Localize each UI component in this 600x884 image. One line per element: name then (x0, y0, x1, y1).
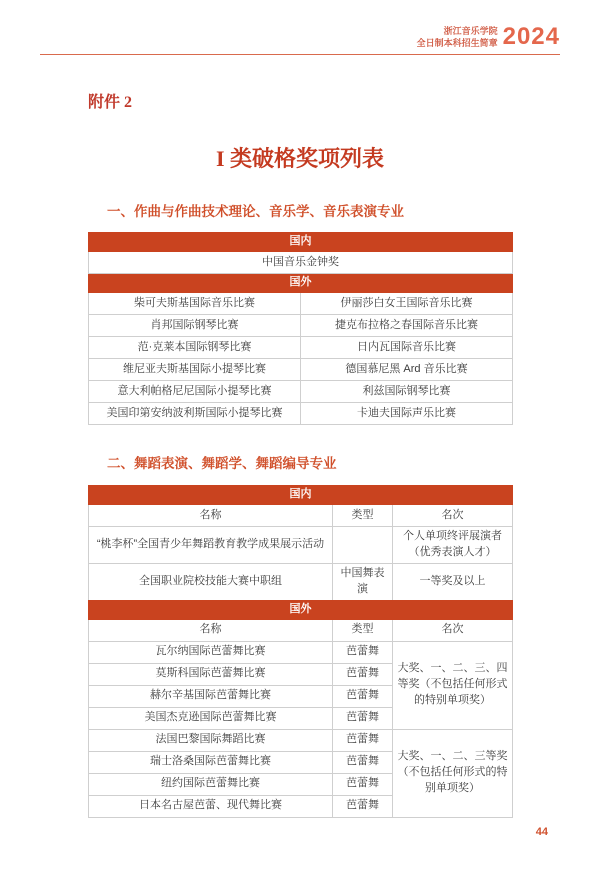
award-cell: 范·克莱本国际钢琴比赛 (89, 337, 301, 359)
table-row (89, 252, 513, 274)
table-row (89, 486, 513, 505)
award-name-cell: 纽约国际芭蕾舞比赛 (89, 773, 333, 795)
brand-text (417, 25, 498, 49)
col-header-name: 名称 (89, 505, 333, 527)
section2-domestic-table (88, 485, 513, 601)
award-rank-group-cell: 大奖、一、二、三等奖（不包括任何形式的特别单项奖） (393, 729, 513, 817)
col-header-type: 类型 (333, 619, 393, 641)
award-name-cell: “桃李杯”全国青少年舞蹈教育教学成果展示活动 (89, 527, 333, 564)
award-type-cell: 芭蕾舞 (333, 729, 393, 751)
award-cell: 肖邦国际钢琴比赛 (89, 315, 301, 337)
table-row (89, 600, 513, 619)
section2-foreign-table-wrap (88, 600, 512, 818)
table-row (89, 729, 513, 751)
domestic-band: 国内 (89, 233, 513, 252)
award-type-cell: 芭蕾舞 (333, 641, 393, 663)
section2-foreign-table (88, 600, 513, 818)
brand-year: 2024 (502, 23, 560, 50)
page-title: I 类破格奖项列表 (215, 146, 385, 171)
award-cell: 柴可夫斯基国际音乐比赛 (89, 293, 301, 315)
award-cell: 美国印第安纳波利斯国际小提琴比赛 (89, 403, 301, 425)
award-name-cell: 法国巴黎国际舞蹈比赛 (89, 729, 333, 751)
table-header-row (89, 619, 513, 641)
award-cell: 日内瓦国际音乐比赛 (301, 337, 513, 359)
award-cell: 维尼亚夫斯基国际小提琴比赛 (89, 359, 301, 381)
table-row (89, 381, 513, 403)
award-cell: 意大利帕格尼尼国际小提琴比赛 (89, 381, 301, 403)
award-cell: 中国音乐金钟奖 (89, 252, 513, 274)
page-number: 44 (535, 826, 548, 838)
domestic-band: 国内 (89, 486, 513, 505)
section2-domestic-table-wrap (88, 485, 512, 601)
award-name-cell: 瑞士洛桑国际芭蕾舞比赛 (89, 751, 333, 773)
award-type-cell: 芭蕾舞 (333, 707, 393, 729)
table-row (89, 563, 513, 600)
table-row (89, 233, 513, 252)
foreign-band: 国外 (89, 274, 513, 293)
award-name-cell: 瓦尔纳国际芭蕾舞比赛 (89, 641, 333, 663)
award-cell: 德国慕尼黑 Ard 音乐比赛 (301, 359, 513, 381)
award-type-cell: 芭蕾舞 (333, 795, 393, 817)
award-cell: 伊丽莎白女王国际音乐比赛 (301, 293, 513, 315)
attachment-label: 附件 2 (88, 94, 133, 111)
brand-line-2: 全日制本科招生简章 (416, 37, 498, 48)
table-row (89, 274, 513, 293)
award-rank-cell: 一等奖及以上 (393, 563, 513, 600)
table-row (89, 641, 513, 663)
section2-heading: 二、舞蹈表演、舞蹈学、舞蹈编导专业 (107, 456, 337, 471)
section1-table (88, 232, 513, 425)
section1-table-wrap (88, 232, 512, 425)
award-type-cell: 芭蕾舞 (333, 751, 393, 773)
award-name-cell: 莫斯科国际芭蕾舞比赛 (89, 663, 333, 685)
table-row (89, 527, 513, 564)
award-cell: 利兹国际钢琴比赛 (301, 381, 513, 403)
section1-heading: 一、作曲与作曲技术理论、音乐学、音乐表演专业 (107, 204, 404, 219)
col-header-type: 类型 (333, 505, 393, 527)
award-name-cell: 日本名古屋芭蕾、现代舞比赛 (89, 795, 333, 817)
table-header-row (89, 505, 513, 527)
award-rank-group-cell: 大奖、一、二、三、四等奖（不包括任何形式的特别单项奖） (393, 641, 513, 729)
award-name-cell: 全国职业院校技能大赛中职组 (89, 563, 333, 600)
col-header-name: 名称 (89, 619, 333, 641)
table-row (89, 293, 513, 315)
foreign-band: 国外 (89, 600, 513, 619)
award-cell: 卡迪夫国际声乐比赛 (301, 403, 513, 425)
table-row (89, 359, 513, 381)
award-name-cell: 美国杰克逊国际芭蕾舞比赛 (89, 707, 333, 729)
col-header-rank: 名次 (393, 619, 513, 641)
award-type-cell (333, 527, 393, 564)
award-type-cell: 芭蕾舞 (333, 663, 393, 685)
award-type-cell: 芭蕾舞 (333, 685, 393, 707)
award-rank-cell: 个人单项终评展演者（优秀表演人才） (393, 527, 513, 564)
award-cell: 捷克布拉格之春国际音乐比赛 (301, 315, 513, 337)
award-type-cell: 中国舞表演 (333, 563, 393, 600)
award-type-cell: 芭蕾舞 (333, 773, 393, 795)
table-row (89, 337, 513, 359)
table-row (89, 315, 513, 337)
page-header (40, 0, 560, 55)
award-name-cell: 赫尔辛基国际芭蕾舞比赛 (89, 685, 333, 707)
col-header-rank: 名次 (393, 505, 513, 527)
table-row (89, 403, 513, 425)
brand-line-1: 浙江音乐学院 (443, 25, 498, 36)
